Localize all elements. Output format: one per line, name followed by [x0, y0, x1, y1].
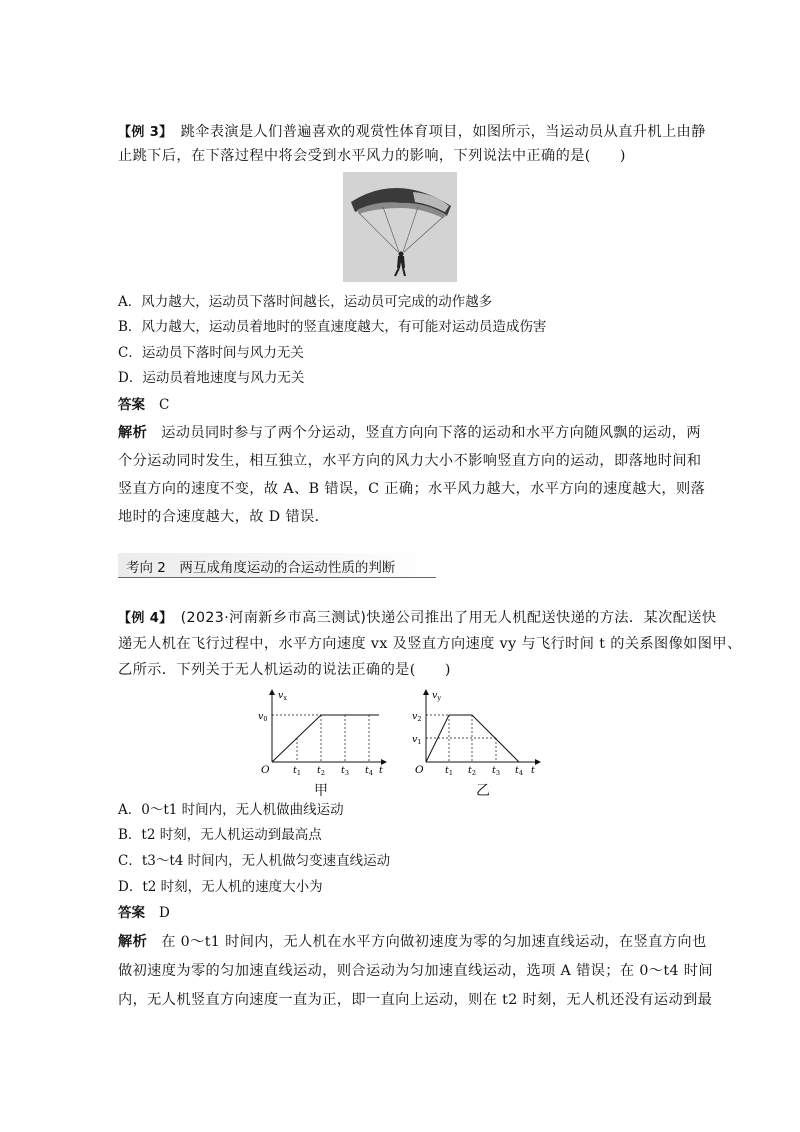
analysis-text-1: 在 0～t1 时间内，无人机在水平方向做初速度为零的匀加速直线运动，在竖直方向也	[161, 934, 707, 950]
jia-v0-label: $v_0$	[258, 711, 268, 723]
example4-option-c: C．t3～t4 时间内，无人机做匀变速直线运动	[118, 853, 391, 869]
example3-analysis-4: 地时的合速度越大，故 D 错误．	[118, 509, 330, 525]
example3-stem-2: 止跳下后，在下落过程中将会受到水平风力的影响，下列说法中正确的是( )	[118, 148, 626, 164]
example4-stem-1: 快递公司推出了用无人机配送快递的方法．某次配送快	[366, 610, 717, 626]
yi-t2: $t_2$	[468, 765, 476, 777]
yi-t3: $t_3$	[492, 765, 500, 777]
example3-option-b: B．风力越大，运动员着地时的竖直速度越大，有可能对运动员造成伤害	[118, 319, 547, 335]
yi-v2-label: $v_2$	[412, 711, 422, 723]
example3-tag: 【例 3】	[118, 125, 173, 140]
example3-analysis-3: 竖直方向的速度不变，故 A、B 错误，C 正确；水平风力越大，水平方向的速度越大，则落	[118, 481, 706, 497]
example3-option-a: A．风力越大，运动员下落时间越长，运动员可完成的动作越多	[118, 294, 493, 310]
example3-line1	[118, 122, 706, 143]
yi-origin: O	[415, 764, 424, 776]
graph-yi-svg	[412, 686, 542, 778]
yi-y-label: $v_y$	[432, 690, 442, 702]
example4-option-b: B．t2 时刻，无人机运动到最高点	[118, 827, 322, 843]
example3-analysis-1	[118, 423, 701, 443]
example4-tag: 【例 4】	[118, 611, 173, 626]
answer-label: 答案	[118, 397, 145, 413]
example4-analysis-3: 内，无人机竖直方向速度一直为正，即一直向上运动，则在 t2 时刻，无人机还没有运动到最	[118, 992, 713, 1008]
section-heading	[118, 553, 436, 578]
parachute-photo	[343, 172, 457, 282]
example3-option-d: D．运动员着地速度与风力无关	[118, 370, 305, 386]
yi-t4: $t_4$	[515, 765, 523, 777]
jia-ramp-line	[272, 715, 321, 762]
example4-source: (2023·河南新乡市高三测试)	[180, 610, 367, 626]
graph-jia	[258, 686, 388, 778]
jia-t2: $t_2$	[317, 765, 325, 777]
parachute-icon	[343, 172, 457, 282]
analysis-text-1: 运动员同时参与了两个分运动，竖直方向向下落的运动和水平方向随风飘的运动，两	[161, 425, 701, 441]
graph-jia-svg	[258, 686, 388, 778]
example4-stem-3: 乙所示．下列关于无人机运动的说法正确的是( )	[118, 662, 451, 678]
yi-v1-label: $v_1$	[412, 734, 422, 746]
jia-origin: O	[261, 764, 270, 776]
example3-option-c: C．运动员下落时间与风力无关	[118, 345, 304, 361]
analysis-label: 解析	[118, 425, 148, 441]
answer-value: C	[159, 397, 170, 413]
answer-label: 答案	[118, 905, 145, 921]
jia-x-label: t	[379, 765, 383, 776]
section-title: 考向 2 两互成角度运动的合运动性质的判断	[126, 560, 396, 576]
example4-line1	[118, 608, 716, 629]
example4-option-d: D．t2 时刻，无人机的速度大小为	[118, 879, 323, 895]
example3-stem-1: 跳伞表演是人们普遍喜欢的观赏性体育项目，如图所示，当运动员从直升机上由静	[180, 124, 706, 140]
analysis-label: 解析	[118, 934, 148, 950]
answer-value: D	[159, 905, 170, 921]
graph-jia-caption: 甲	[314, 783, 328, 799]
jia-t4: $t_4$	[365, 765, 373, 777]
yi-x-label: t	[531, 765, 535, 776]
yi-t1: $t_1$	[445, 765, 453, 777]
example4-answer	[118, 903, 170, 923]
jia-t1: $t_1$	[293, 765, 301, 777]
example4-analysis-1	[118, 932, 707, 952]
example4-analysis-2: 做初速度为零的匀加速直线运动，则合运动为匀加速直线运动，选项 A 错误；在 0～t4 时间	[118, 963, 713, 979]
graph-yi	[412, 686, 542, 778]
yi-ramp-down	[472, 715, 519, 762]
graph-yi-caption: 乙	[476, 783, 490, 799]
example3-analysis-2: 个分运动同时发生，相互独立，水平方向的风力大小不影响竖直方向的运动，即落地时间和	[118, 453, 702, 469]
example4-option-a: A．0～t1 时间内，无人机做曲线运动	[118, 802, 344, 818]
yi-ramp-up	[426, 715, 449, 762]
jia-y-label: $v_x$	[278, 690, 288, 702]
example4-stem-2: 递无人机在飞行过程中，水平方向速度 vx 及竖直方向速度 vy 与飞行时间 t 的关系图像如图甲、	[118, 636, 742, 652]
example3-answer	[118, 395, 169, 415]
jia-t3: $t_3$	[341, 765, 349, 777]
